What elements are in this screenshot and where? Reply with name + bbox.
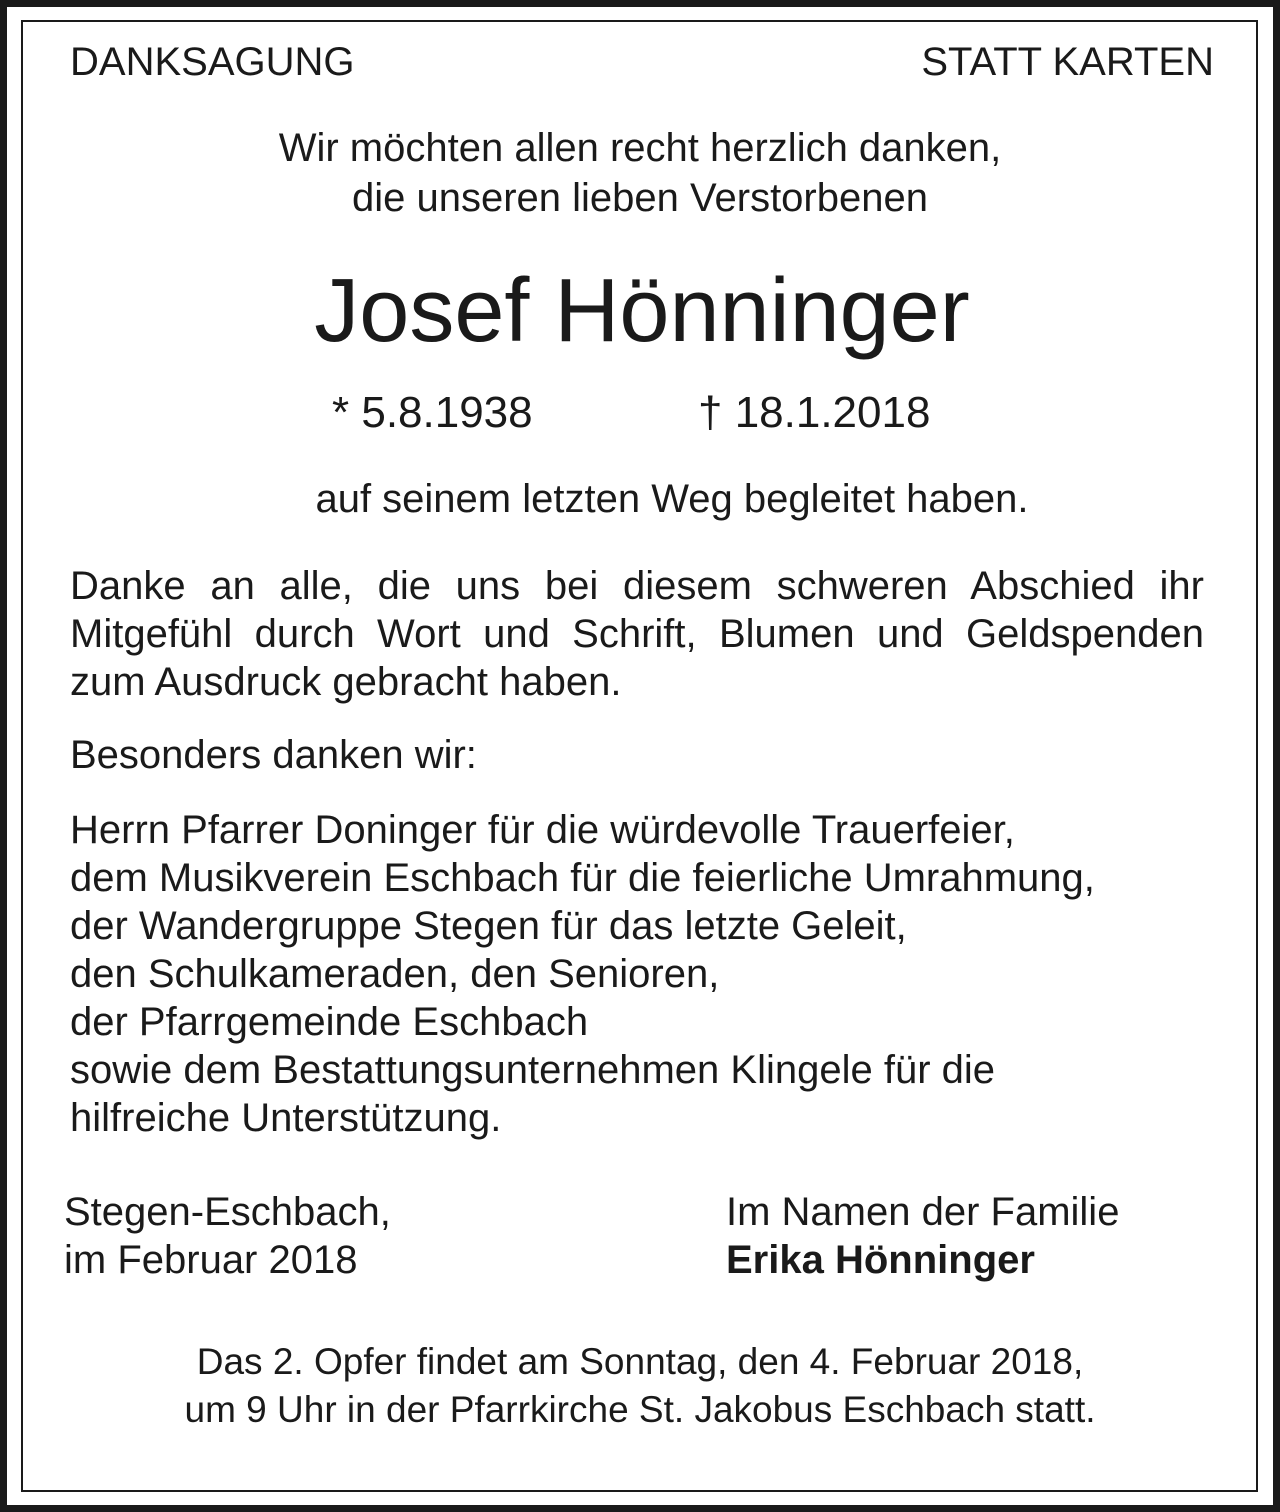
date-line: im Februar 2018 bbox=[64, 1238, 358, 1282]
list-item: sowie dem Bestattungsunternehmen Klingele für die bbox=[70, 1048, 995, 1092]
signature-intro: Im Namen der Familie bbox=[726, 1190, 1120, 1234]
intro-line-1: Wir möchten allen recht herzlich danken, bbox=[278, 126, 1002, 170]
list-item: der Pfarrgemeinde Eschbach bbox=[70, 1000, 589, 1044]
header-label-statt-karten: STATT KARTEN bbox=[921, 40, 1214, 84]
special-thanks-heading: Besonders danken wir: bbox=[70, 733, 477, 777]
after-name-line: auf seinem letzten Weg begleitet haben. bbox=[315, 477, 1029, 521]
death-date: † 18.1.2018 bbox=[698, 388, 931, 437]
list-item: der Wandergruppe Stegen für das letzte Geleit, bbox=[70, 904, 907, 948]
place-date-block bbox=[64, 1188, 391, 1284]
list-item: Herrn Pfarrer Doninger für die würdevolle Trauerfeier, bbox=[70, 808, 1015, 852]
intro-line-2: die unseren lieben Verstorbenen bbox=[352, 176, 928, 220]
footer-note-line-1: Das 2. Opfer findet am Sonntag, den 4. Februar 2018, bbox=[196, 1341, 1084, 1382]
signature-block bbox=[726, 1188, 1119, 1284]
place-line: Stegen-Eschbach, bbox=[64, 1190, 391, 1234]
deceased-name: Josef Hönninger bbox=[314, 261, 970, 361]
signature-name: Erika Hönninger bbox=[726, 1238, 1035, 1282]
footer-note-line-2: um 9 Uhr in der Pfarrkirche St. Jakobus Eschbach statt. bbox=[184, 1389, 1096, 1430]
thanks-paragraph: Danke an alle, die uns bei diesem schweren Abschied ihr Mitgefühl durch Wort und Schrift, Blumen und Geldspenden zum Ausdruck gebracht haben. bbox=[70, 564, 1204, 704]
list-item: hilfreiche Unterstützung. bbox=[70, 1096, 502, 1140]
list-item: den Schulkameraden, den Senioren, bbox=[70, 952, 720, 996]
list-item: dem Musikverein Eschbach für die feierliche Umrahmung, bbox=[70, 856, 1095, 900]
header-label-danksagung: DANKSAGUNG bbox=[70, 40, 355, 84]
special-thanks-list bbox=[70, 806, 1204, 1142]
birth-date: * 5.8.1938 bbox=[332, 388, 533, 437]
